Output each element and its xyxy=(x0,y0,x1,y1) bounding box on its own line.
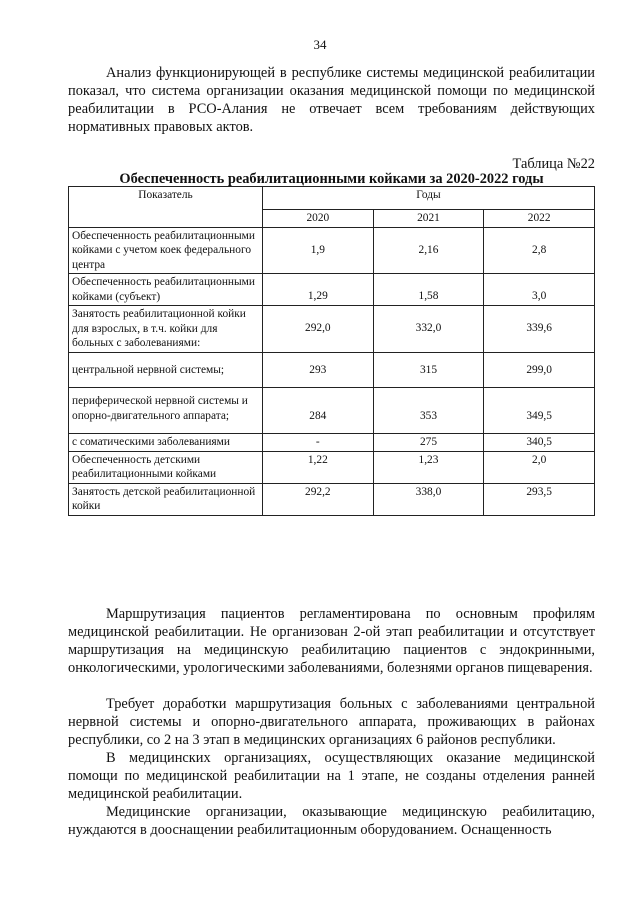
cell-value: 292,2 xyxy=(263,483,374,515)
paragraph-equipment: Медицинские организации, оказывающие медицинскую реабилитацию, нуждаются в дооснащении реабилитационным оборудованием. Оснащенность xyxy=(68,804,595,838)
table-row xyxy=(69,388,595,434)
cell-value: 338,0 xyxy=(373,483,484,515)
cell-value: 299,0 xyxy=(484,352,595,388)
table-row xyxy=(69,483,595,515)
header-year-2022: 2022 xyxy=(484,210,595,228)
header-year-2021: 2021 xyxy=(373,210,484,228)
cell-value: 292,0 xyxy=(263,306,374,353)
row-label: периферической нервной системы и опорно-двигательного аппарата; xyxy=(69,388,263,434)
table-row xyxy=(69,434,595,452)
row-label: с соматическими заболеваниями xyxy=(69,434,263,452)
header-indicator: Показатель xyxy=(69,187,263,228)
cell-value: 339,6 xyxy=(484,306,595,353)
cell-value: 3,0 xyxy=(484,274,595,306)
paragraph-routing-improvement: Требует доработки маршрутизация больных с заболеваниями центральной нервной системы и опорно-двигательного аппарата, проживающих в районах республики, со 2 на 3 этап в медицинских организациях 6 районов республики. xyxy=(68,696,595,748)
cell-value: 353 xyxy=(373,388,484,434)
cell-value: 293 xyxy=(263,352,374,388)
cell-value: 1,58 xyxy=(373,274,484,306)
row-label: Обеспеченность детскими реабилитационными койками xyxy=(69,451,263,483)
row-label: центральной нервной системы; xyxy=(69,352,263,388)
table-label: Таблица №22 xyxy=(512,156,595,172)
cell-value: 275 xyxy=(373,434,484,452)
cell-value: 1,9 xyxy=(263,227,374,274)
header-year-2020: 2020 xyxy=(263,210,374,228)
cell-value: 1,22 xyxy=(263,451,374,483)
paragraph-early-rehab: В медицинских организациях, осуществляющих оказание медицинской помощи по медицинской реабилитации на 1 этапе, не созданы отделения ранней медицинской реабилитации. xyxy=(68,750,595,802)
table-row xyxy=(69,274,595,306)
table-row xyxy=(69,451,595,483)
table-row xyxy=(69,352,595,388)
rehab-beds-table xyxy=(68,186,595,516)
row-label: Обеспеченность реабилитационными койками (субъект) xyxy=(69,274,263,306)
row-label: Занятость реабилитационной койки для взрослых, в т.ч. койки для больных с заболеваниями: xyxy=(69,306,263,353)
page-number: 34 xyxy=(313,37,327,52)
row-label: Занятость детской реабилитационной койки xyxy=(69,483,263,515)
cell-value: 284 xyxy=(263,388,374,434)
cell-value: 349,5 xyxy=(484,388,595,434)
cell-value: 1,29 xyxy=(263,274,374,306)
paragraph-routing: Маршрутизация пациентов регламентирована по основным профилям медицинской реабилитации. Не организован 2-ой этап реабилитации и отсутствует маршрутизация на медицинскую реабилитацию пациентов с эндокринными, онкологическими, урологическими заболеваниями, болезнями органов пищеварения. xyxy=(68,606,595,676)
cell-value: 293,5 xyxy=(484,483,595,515)
table-row xyxy=(69,227,595,274)
cell-value: 332,0 xyxy=(373,306,484,353)
paragraph-analysis: Анализ функционирующей в республике системы медицинской реабилитации показал, что система организации оказания медицинской помощи по медицинской реабилитации в РСО-Алания не отвечает всем требованиям действующих нормативных правовых актов. xyxy=(68,65,595,135)
table-header-row xyxy=(69,187,595,210)
cell-value: 2,16 xyxy=(373,227,484,274)
table-row xyxy=(69,306,595,353)
cell-value: 340,5 xyxy=(484,434,595,452)
cell-value: 1,23 xyxy=(373,451,484,483)
cell-value: - xyxy=(263,434,374,452)
table-title: Обеспеченность реабилитационными койками за 2020-2022 годы xyxy=(119,171,544,187)
cell-value: 315 xyxy=(373,352,484,388)
cell-value: 2,8 xyxy=(484,227,595,274)
header-years: Годы xyxy=(263,187,595,210)
row-label: Обеспеченность реабилитационными койками с учетом коек федерального центра xyxy=(69,227,263,274)
cell-value: 2,0 xyxy=(484,451,595,483)
